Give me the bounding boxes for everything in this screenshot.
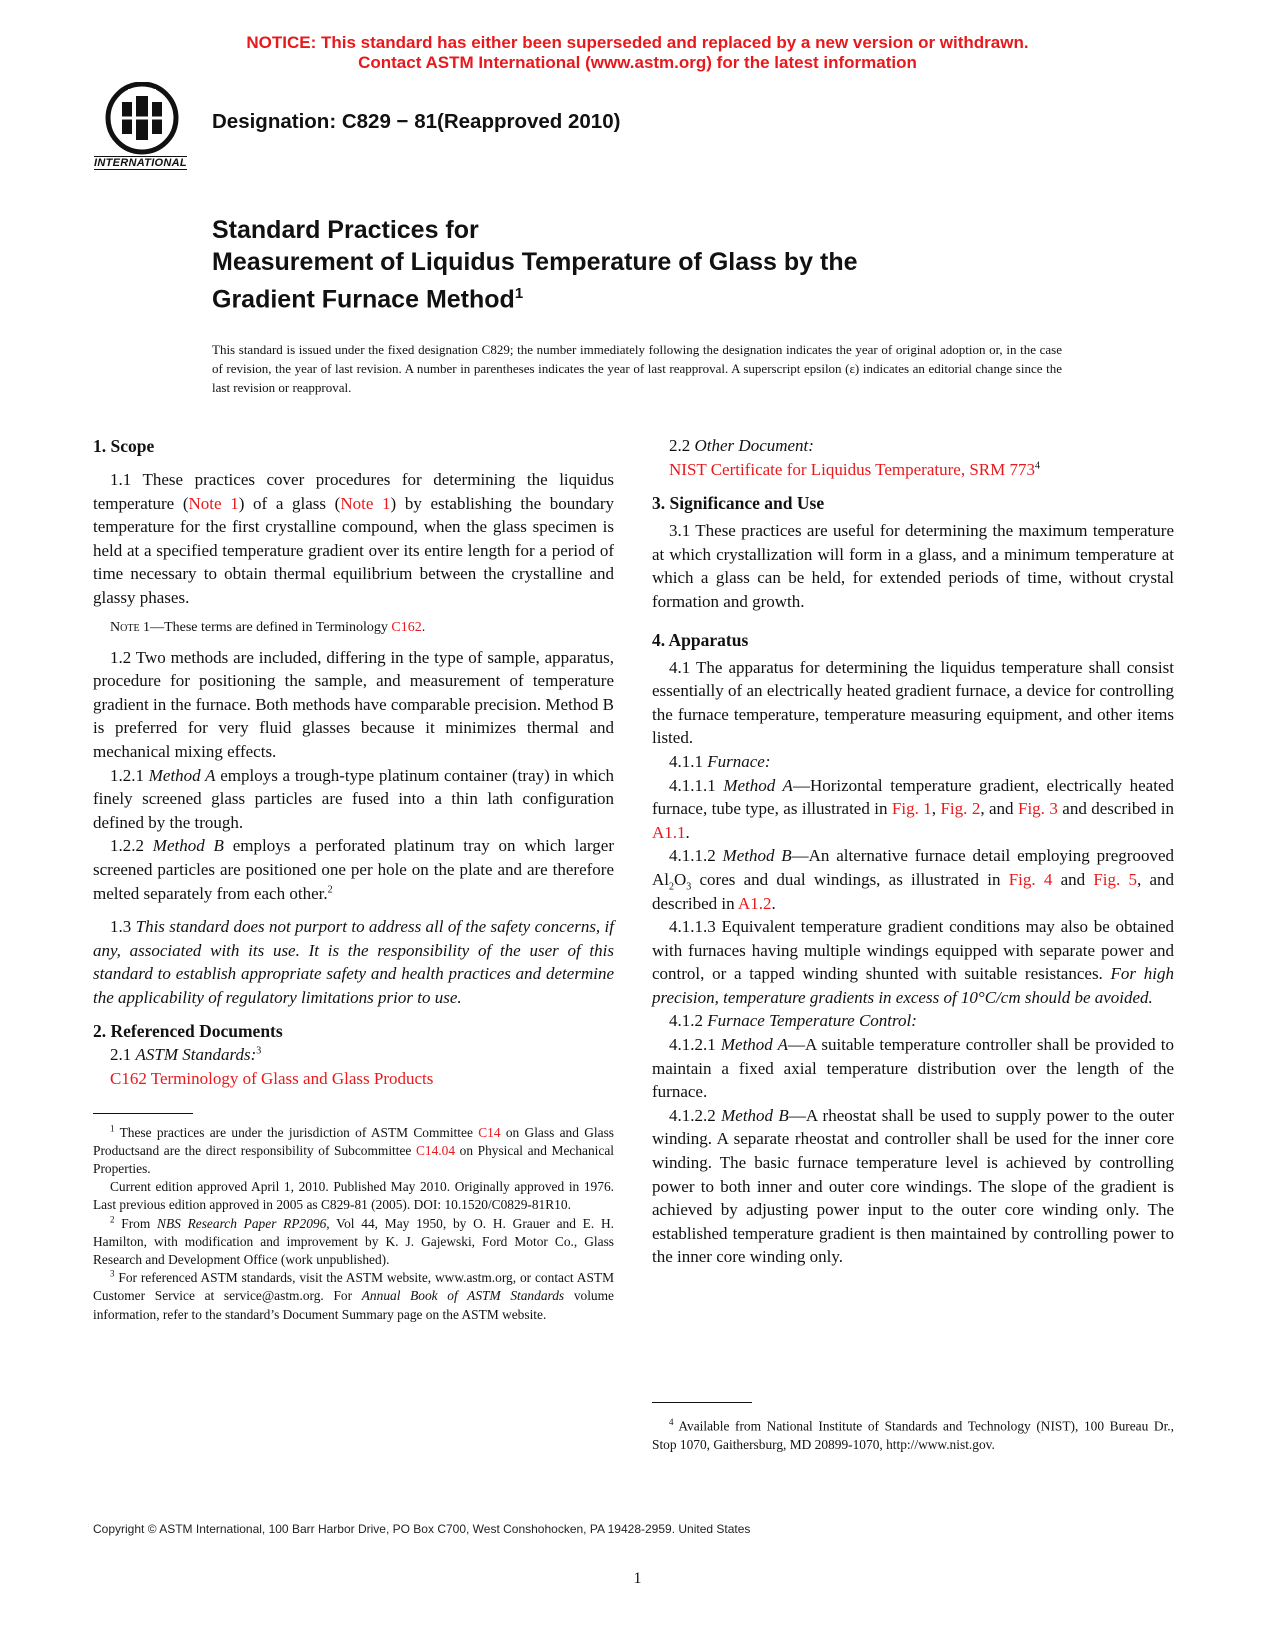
footnote-2: $^2$ From NBS Research Paper RP2096, Vol 44, May 1950, by O. H. Grauer and E. H. Hamilton, with modification and improvement by K. J. Gajewski, Ford Motor Co., Glass Research and Development Office (work unpublished). (93, 1214, 614, 1268)
referenced-docs-heading: 2. Referenced Documents (93, 1021, 283, 1042)
c14-link[interactable]: C14 (478, 1124, 501, 1140)
footnote-ref-4[interactable]: 4 (1034, 459, 1040, 471)
logo-wordmark: INTERNATIONAL (94, 157, 187, 169)
title-line-3: Gradient Furnace Method$^1$ (212, 285, 524, 314)
nist-certificate-link[interactable]: NIST Certificate for Liquidus Temperature, SRM 773 (669, 459, 1035, 479)
para-4-1-2: 4.1.2 Furnace Temperature Control: (669, 1011, 917, 1031)
notice-line-1: NOTICE: This standard has either been superseded and replaced by a new version or withdrawn. (246, 33, 1029, 52)
fig-3-link[interactable]: Fig. 3 (1017, 799, 1058, 819)
para-4-1-1-2: 4.1.1.2 Method B—An alternative furnace detail employing pregrooved $Al_2O_3$ cores and dual windings, as illustrated in Fig. 4 and Fig. 5, and described in A1.2. (652, 846, 1175, 913)
para-1-2-1: 1.2.1 Method A employs a trough-type platinum container (tray) in which finely screened glass particles are fused into a thin lath configuration defined by the trough. (93, 765, 615, 832)
para-4-1-1-3: 4.1.1.3 Equivalent temperature gradient conditions may also be obtained with furnaces having multiple windings equipped with separate power and control, or a tapped winding shunted with suitable resistances. For high precision, temperature gradients in excess of 10°C/cm should be avoided. (652, 917, 1174, 1007)
apparatus-heading: 4. Apparatus (652, 629, 749, 650)
right-footnotes (652, 1394, 1174, 1454)
footnote-1: $^1$ These practices are under the jurisdiction of ASTM Committee C14 on Glass and Glass Productsand are the direct responsibility of Subcommittee C14.04 on Physical and Mechanical Properties. (93, 1123, 614, 1177)
para-4-1-1: 4.1.1 Furnace: (669, 751, 771, 771)
significance-heading: 3. Significance and Use (652, 493, 825, 514)
para-3-1: 3.1 These practices are useful for determining the maximum temperature at which crystallization will form in a glass, and a minimum temperature at which a glass can be held, for extended periods of time, without crystal formation and growth. (652, 521, 1174, 611)
note-1: Note 1—These terms are defined in Terminology C162. (110, 619, 426, 635)
title-footnote-ref[interactable]: 1 (514, 285, 524, 302)
fig-1-link[interactable]: Fig. 1 (891, 799, 932, 819)
footnote-ref-3[interactable]: 3 (256, 1045, 262, 1057)
nist-link-line (652, 458, 1174, 482)
footnote-divider-right (652, 1402, 752, 1403)
para-4-1-2-1: 4.1.2.1 Method A—A suitable temperature controller shall be provided to maintain a fixed axial temperature distribution over the length of the furnace. (652, 1035, 1175, 1102)
para-2-1: 2.1 ASTM Standards:$^3$ (110, 1045, 262, 1065)
copyright-line: Copyright © ASTM International, 100 Barr Harbor Drive, PO Box C700, West Conshohocken, PA 19428-2959. United States (93, 1522, 751, 1536)
notice-line-2: Contact ASTM International (www.astm.org) for the latest information (358, 53, 917, 72)
footnote-4: $^4$ Available from National Institute of Standards and Technology (NIST), 100 Bureau Dr., Stop 1070, Gaithersburg, MD 20899-1070, http://www.nist.gov. (652, 1417, 1174, 1452)
title-line-1: Standard Practices for (212, 216, 479, 244)
issue-note: This standard is issued under the fixed designation C829; the number immediately following the designation indicates the year of original adoption or, in the case of revision, the year of last revision. A number in parentheses indicates the year of last reapproval. A superscript epsilon (ε) indicates an editorial change since the last revision or reapproval. (212, 342, 1062, 395)
title-line-2: Measurement of Liquidus Temperature of Glass by the (212, 248, 858, 276)
para-1-1: 1.1 These practices cover procedures for determining the liquidus temperature (Note 1) of a glass (Note 1) by establishing the boundary temperature for the first crystalline compound, when the glass specimen is held at a specified temperature gradient over its entire length for a period of time necessary to obtain thermal equilibrium between the crystalline and glassy phases. (93, 470, 615, 607)
designation: Designation: C829 − 81(Reapproved 2010) (212, 110, 621, 133)
left-column (93, 434, 614, 1324)
fig-5-link[interactable]: Fig. 5 (1093, 869, 1137, 889)
a1-2-link[interactable]: A1.2 (737, 893, 772, 913)
para-4-1-2-2: 4.1.2.2 Method B—A rheostat shall be used to supply power to the outer winding. A separate rheostat and controller shall be used for the inner core winding. The basic furnace temperature level is achieved by controlling power to both inner and outer core windings. The slope of the gradient is achieved by adjusting power input to the outer core winding only. The established temperature gradient is then maintained by controlling power to the inner core winding only. (652, 1105, 1174, 1267)
footnote-3: $^3$ For referenced ASTM standards, visit the ASTM website, www.astm.org, or contact ASTM Customer Service at service@astm.org. For Annual Book of ASTM Standards volume information, refer to the standard’s Document Summary page on the ASTM website. (93, 1268, 614, 1322)
footnote-divider-left (93, 1113, 193, 1114)
document-title (212, 214, 858, 315)
c14-04-link[interactable]: C14.04 (415, 1142, 456, 1158)
supersede-notice (0, 33, 1275, 73)
c162-terminology-link[interactable]: C162 Terminology of Glass and Glass Products (110, 1069, 434, 1089)
para-1-2-2: 1.2.2 Method B employs a perforated platinum tray on which larger screened particles are positioned one per hole on the plate and are therefore melted separately from each other.$^2$ (93, 836, 614, 903)
note-1-link-2[interactable]: Note 1 (340, 493, 391, 513)
para-2-2: 2.2 Other Document: (669, 436, 814, 455)
para-1-2: 1.2 Two methods are included, differing in the type of sample, apparatus, procedure for positioning the sample, and measurement of temperature gradient in the furnace. Both methods have comparable precision. Method B is preferred for very fluid glasses because it minimizes thermal and mechanical mixing effects. (93, 647, 614, 761)
c162-link[interactable]: C162 (391, 619, 422, 635)
note-1-link[interactable]: Note 1 (188, 493, 239, 513)
footnote-ref-2[interactable]: 2 (327, 883, 333, 895)
a1-1-link[interactable]: A1.1 (652, 822, 686, 842)
scope-heading: 1. Scope (93, 436, 155, 456)
fig-2-link[interactable]: Fig. 2 (940, 799, 981, 819)
para-4-1: 4.1 The apparatus for determining the liquidus temperature shall consist essentially of an electrically heated gradient furnace, a device for controlling the furnace temperature, temperature measuring equipment, and other items listed. (652, 657, 1174, 748)
para-4-1-1-1: 4.1.1.1 Method A—Horizontal temperature gradient, electrically heated furnace, tube type, as illustrated in Fig. 1, Fig. 2, and Fig. 3 and described in A1.1. (652, 775, 1175, 842)
fig-4-link[interactable]: Fig. 4 (1008, 869, 1053, 889)
right-column (652, 434, 1174, 1269)
para-1-3: 1.3 This standard does not purport to address all of the safety concerns, if any, associated with its use. It is the responsibility of the user of this standard to establish appropriate safety and health practices and determine the applicability of regulatory limitations prior to use. (93, 917, 614, 1007)
page-number: 1 (633, 1570, 642, 1587)
footnote-1-edition: Current edition approved April 1, 2010. Published May 2010. Originally approved in 1976. Last previous edition approved in 2005 as C829-81 (2005). DOI: 10.1520/C0829-81R10. (93, 1179, 614, 1213)
astm-logo (92, 82, 194, 174)
